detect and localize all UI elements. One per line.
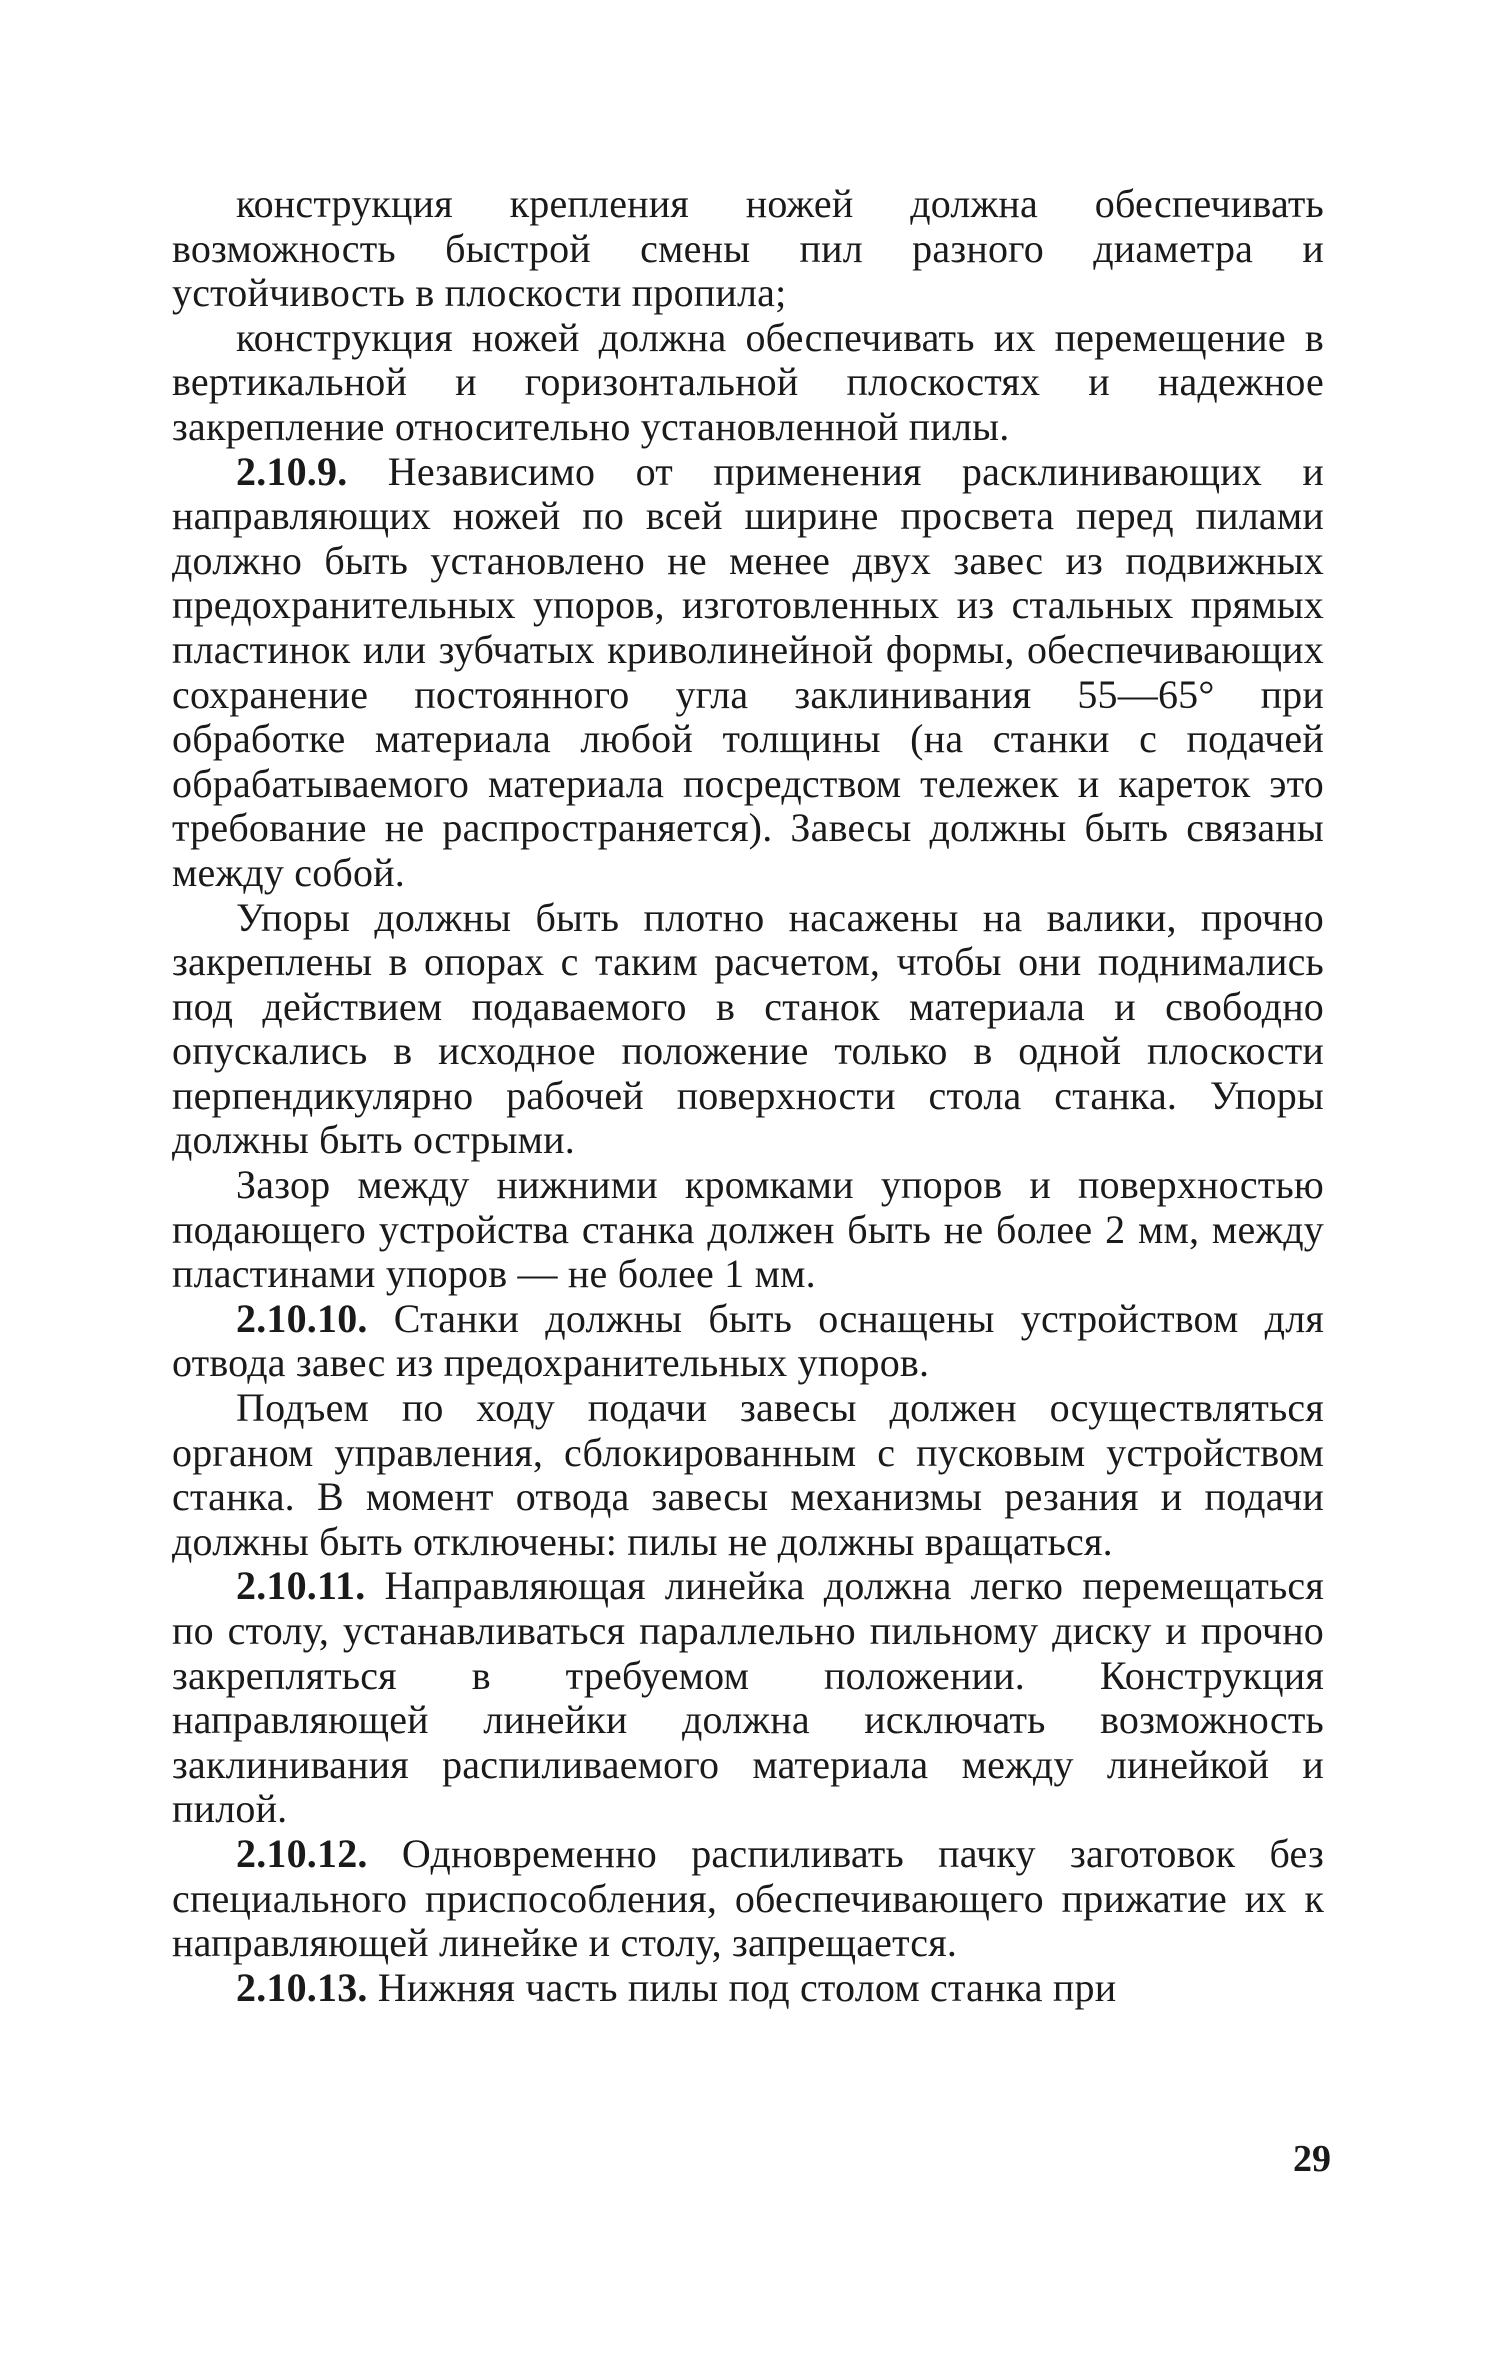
paragraph-text: Нижняя часть пилы под столом станка при (367, 1964, 1117, 2010)
paragraph-text: Направляющая линейка должна легко перемещаться по столу, устанавливаться параллельно пильному диску и прочно закрепляться в требуемом положении. Конструкция направляющей линейки должна исключать возможность заклинивания распиливаемого материала между линейкой и пилой. (172, 1563, 1324, 1832)
paragraph (172, 1832, 1324, 1966)
paragraph (172, 1966, 1324, 2011)
paragraph-text: конструкция ножей должна обеспечивать их перемещение в вертикальной и горизонтальной плоскостях и надежное закрепление относительно установленной пилы. (172, 314, 1324, 449)
page-number: 29 (1293, 2138, 1331, 2180)
paragraph (172, 896, 1324, 1164)
section-number: 2.10.10. (236, 1295, 368, 1341)
paragraph-text: Независимо от применения расклинивающих и направляющих ножей по всей ширине просвета перед пилами должно быть установлено не менее двух завес из подвижных предохранительных упоров, изготовленных из стальных прямых пластинок или зубчатых криволинейной формы, обеспечивающих сохранение постоянного угла заклинивания 55—65° при обработке материала любой толщины (на станки с подачей обрабатываемого материала посредством тележек и кареток это требование не распространяется). Завесы должны быть связаны между собой. (172, 448, 1324, 895)
paragraph (172, 1163, 1324, 1297)
paragraph (172, 316, 1324, 450)
paragraph-text: Упоры должны быть плотно насажены на валики, прочно закреплены в опорах с таким расчетом, чтобы они поднимались под действием подаваемого в станок материала и свободно опускались в исходное положение только в одной плоскости перпендикулярно рабочей поверхности стола станка. Упоры должны быть острыми. (172, 894, 1324, 1163)
body-text (172, 182, 1324, 2010)
section-number: 2.10.13. (236, 1964, 368, 2010)
paragraph (172, 182, 1324, 316)
paragraph-text: конструкция крепления ножей должна обеспечивать возможность быстрой смены пил разного диаметра и устойчивость в плоскости пропила; (172, 181, 1324, 316)
paragraph (172, 1564, 1324, 1832)
paragraph-text: Одновременно распиливать пачку заготовок без специального приспособления, обеспечивающего прижатие их к направляющей линейке и столу, запрещается. (172, 1830, 1324, 1966)
paragraph-text: Зазор между нижними кромками упоров и поверхностью подающего устройства станка должен быть не более 2 мм, между пластинами упоров — не более 1 мм. (172, 1162, 1324, 1297)
paragraph (172, 450, 1324, 896)
paragraph (172, 1297, 1324, 1386)
paragraph-text: Станки должны быть оснащены устройством для отвода завес из предохранительных упоров. (172, 1295, 1324, 1386)
section-number: 2.10.12. (236, 1830, 368, 1876)
section-number: 2.10.9. (236, 448, 348, 494)
section-number: 2.10.11. (236, 1563, 366, 1609)
paragraph-text: Подъем по ходу подачи завесы должен осуществляться органом управления, сблокированным с пусковым устройством станка. В момент отвода завесы механизмы резания и подачи должны быть отключены: пилы не должны вращаться. (172, 1385, 1324, 1564)
paragraph (172, 1386, 1324, 1564)
